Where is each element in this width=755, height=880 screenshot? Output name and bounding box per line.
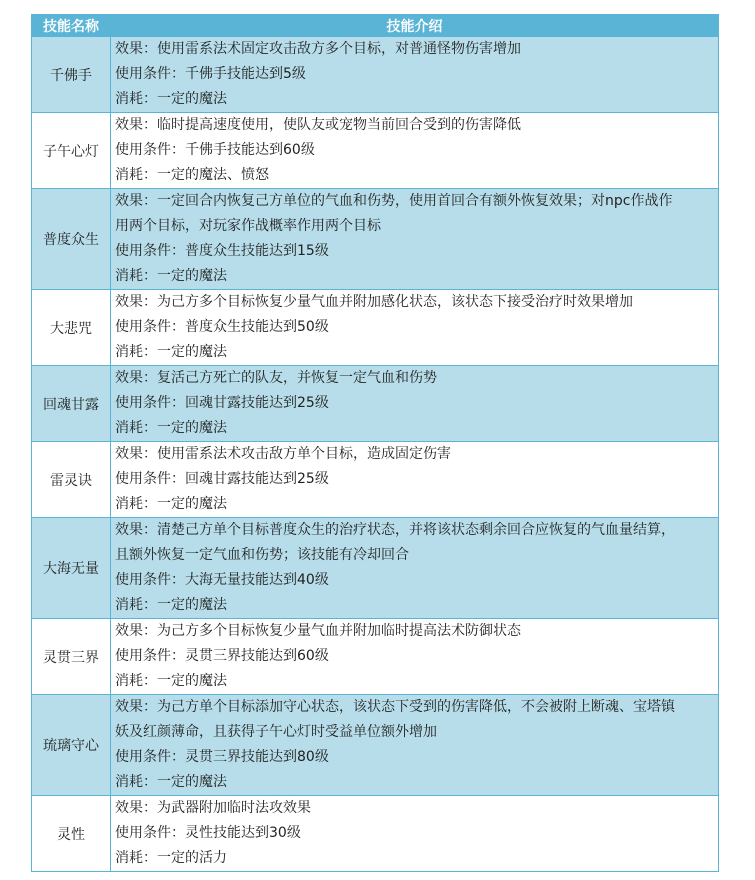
skill-name: 普度众生 bbox=[32, 189, 111, 290]
skill-description bbox=[111, 113, 719, 189]
skill-description-line: 使用条件：回魂甘露技能达到25级 bbox=[115, 471, 329, 487]
skill-description bbox=[111, 189, 719, 290]
skill-description-line: 效果：使用雷系法术攻击敌方单个目标，造成固定伤害 bbox=[115, 446, 451, 462]
header-skill-name: 技能名称 bbox=[32, 15, 111, 37]
skill-description-line: 消耗：一定的活力 bbox=[115, 850, 227, 866]
skill-description bbox=[111, 366, 719, 442]
table-row bbox=[32, 113, 719, 189]
skill-description-line: 消耗：一定的魔法 bbox=[115, 673, 227, 689]
skill-description-line: 使用条件：灵贯三界技能达到80级 bbox=[115, 749, 329, 765]
skill-description bbox=[111, 37, 719, 113]
skill-description-line: 且额外恢复一定气血和伤势；该技能有冷却回合 bbox=[115, 547, 409, 563]
skill-description-line: 效果：为武器附加临时法攻效果 bbox=[115, 800, 311, 816]
skill-description-line: 消耗：一定的魔法 bbox=[115, 420, 227, 436]
skill-name: 灵贯三界 bbox=[32, 619, 111, 695]
skill-description-line: 消耗：一定的魔法 bbox=[115, 496, 227, 512]
skill-description-line: 效果：为己方多个目标恢复少量气血并附加感化状态，该状态下接受治疗时效果增加 bbox=[115, 294, 633, 310]
skill-name: 灵性 bbox=[32, 796, 111, 872]
table-row bbox=[32, 442, 719, 518]
skill-description-line: 使用条件：灵贯三界技能达到60级 bbox=[115, 648, 329, 664]
skill-description-line: 使用条件：灵性技能达到30级 bbox=[115, 825, 301, 841]
skill-description-line: 消耗：一定的魔法 bbox=[115, 774, 227, 790]
skill-description-line: 使用条件：千佛手技能达到5级 bbox=[115, 66, 306, 82]
skill-description-line: 消耗：一定的魔法 bbox=[115, 597, 227, 613]
skill-description-line: 使用条件：回魂甘露技能达到25级 bbox=[115, 395, 329, 411]
skill-description bbox=[111, 442, 719, 518]
skill-name: 大悲咒 bbox=[32, 290, 111, 366]
skills-table-body bbox=[32, 37, 719, 872]
skill-description bbox=[111, 796, 719, 872]
table-row bbox=[32, 290, 719, 366]
skill-description-line: 使用条件：普度众生技能达到50级 bbox=[115, 319, 329, 335]
skill-name: 回魂甘露 bbox=[32, 366, 111, 442]
skill-description-line: 效果：使用雷系法术固定攻击敌方多个目标，对普通怪物伤害增加 bbox=[115, 41, 521, 57]
table-row bbox=[32, 518, 719, 619]
skills-table bbox=[31, 14, 719, 872]
table-row bbox=[32, 619, 719, 695]
skill-description bbox=[111, 518, 719, 619]
skill-name: 琉璃守心 bbox=[32, 695, 111, 796]
skill-description-line: 效果：一定回合内恢复己方单位的气血和伤势，使用首回合有额外恢复效果；对npc作战作 bbox=[115, 193, 673, 209]
skill-description-line: 用两个目标，对玩家作战概率作用两个目标 bbox=[115, 218, 381, 234]
skill-description-line: 消耗：一定的魔法 bbox=[115, 344, 227, 360]
skill-description-line: 效果：复活己方死亡的队友，并恢复一定气血和伤势 bbox=[115, 370, 437, 386]
skill-name: 雷灵诀 bbox=[32, 442, 111, 518]
skill-description-line: 效果：清楚己方单个目标普度众生的治疗状态，并将该状态剩余回合应恢复的气血量结算， bbox=[115, 522, 675, 538]
skill-description-line: 消耗：一定的魔法 bbox=[115, 268, 227, 284]
skill-description-line: 使用条件：千佛手技能达到60级 bbox=[115, 142, 315, 158]
table-row bbox=[32, 796, 719, 872]
table-row bbox=[32, 695, 719, 796]
header-skill-description: 技能介绍 bbox=[111, 15, 719, 37]
skill-description-line: 消耗：一定的魔法 bbox=[115, 91, 227, 107]
skill-description-line: 效果：为己方多个目标恢复少量气血并附加临时提高法术防御状态 bbox=[115, 623, 521, 639]
table-header-row bbox=[32, 15, 719, 37]
skill-name: 大海无量 bbox=[32, 518, 111, 619]
skill-description-line: 妖及红颜薄命，且获得子午心灯时受益单位额外增加 bbox=[115, 724, 437, 740]
skill-description-line: 效果：临时提高速度使用，使队友或宠物当前回合受到的伤害降低 bbox=[115, 117, 521, 133]
skill-description-line: 使用条件：普度众生技能达到15级 bbox=[115, 243, 329, 259]
skill-description-line: 消耗：一定的魔法、愤怒 bbox=[115, 167, 269, 183]
table-row bbox=[32, 366, 719, 442]
skill-name: 子午心灯 bbox=[32, 113, 111, 189]
skills-table-container bbox=[31, 14, 719, 872]
skill-description-line: 效果：为己方单个目标添加守心状态，该状态下受到的伤害降低，不会被附上断魂、宝塔镇 bbox=[115, 699, 675, 715]
skill-description-line: 使用条件：大海无量技能达到40级 bbox=[115, 572, 329, 588]
skill-description bbox=[111, 619, 719, 695]
skill-description bbox=[111, 695, 719, 796]
table-row bbox=[32, 37, 719, 113]
table-row bbox=[32, 189, 719, 290]
skill-description bbox=[111, 290, 719, 366]
skill-name: 千佛手 bbox=[32, 37, 111, 113]
